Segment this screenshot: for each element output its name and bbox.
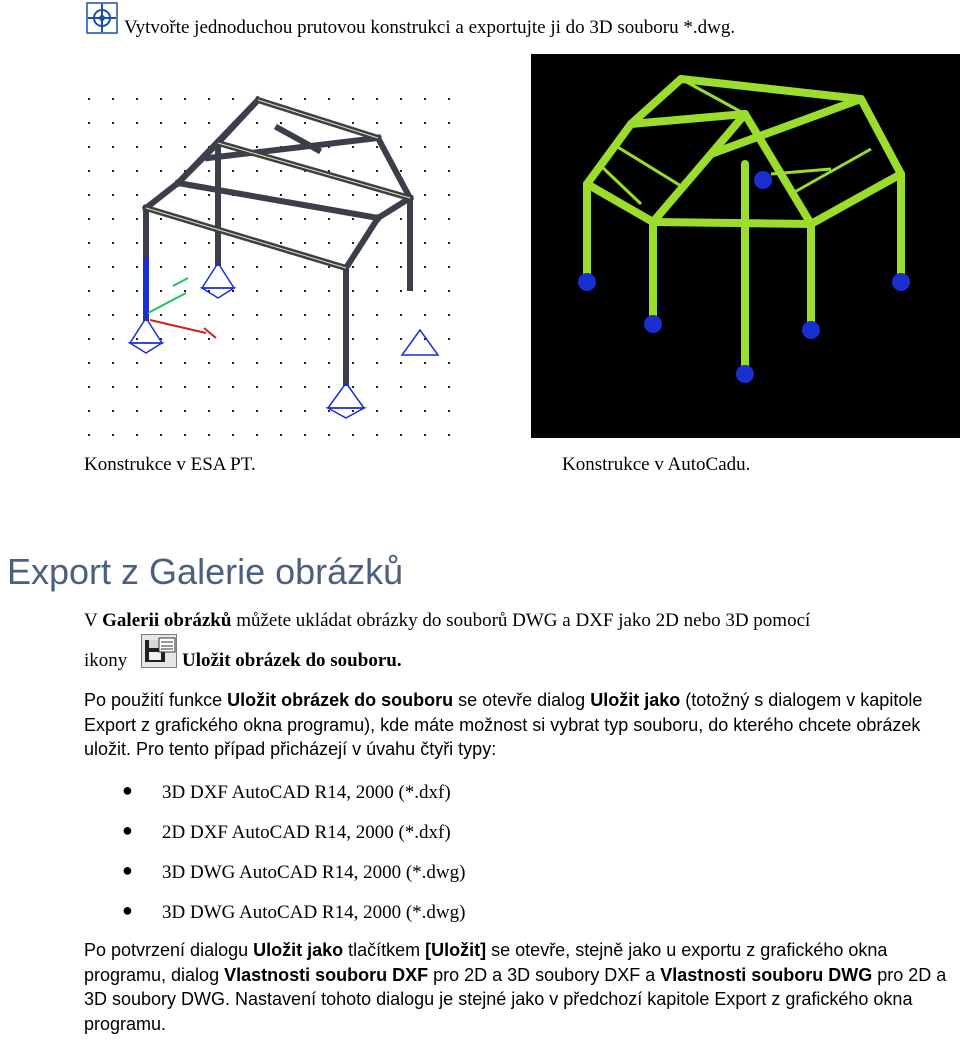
bullet-icon: ● xyxy=(122,860,133,880)
bold-term: Galerii obrázků xyxy=(102,610,232,631)
floppy-save-icon xyxy=(141,634,177,668)
text: pro 2D a 3D soubory DXF a xyxy=(428,964,661,985)
text: se otevře, stejně jako u exportu z grafického okna programu, dialog xyxy=(84,940,888,985)
bold-term: [Uložit] xyxy=(425,940,487,960)
text: můžete ukládat obrázky do souborů DWG a DXF jako 2D nebo 3D pomocí xyxy=(231,610,811,631)
list-item: 3D DWG AutoCAD R14, 2000 (*.dwg) xyxy=(162,862,466,883)
bullet-icon: ● xyxy=(122,780,133,800)
list-item: 2D DXF AutoCAD R14, 2000 (*.dxf) xyxy=(162,822,451,843)
bold-term: Vlastnosti souboru DXF xyxy=(224,964,429,985)
autocad-structure-figure xyxy=(531,54,960,438)
bullet-icon: ● xyxy=(122,820,133,840)
text: V xyxy=(84,610,103,631)
save-image-label xyxy=(182,650,402,672)
bold-term: Vlastnosti souboru DWG xyxy=(660,964,873,985)
text: (totožný s dialogem v kapitole Export z grafického okna programu), kde máte možnost si vybrat typ souboru, do kterého chcete obrázek uložit. Pro tento případ přicházejí v úvahu čtyři typy: xyxy=(84,690,923,759)
para-properties-dialog xyxy=(84,938,960,1036)
bold-term: Uložit obrázek do souboru xyxy=(227,690,454,710)
para-gallery-intro xyxy=(84,610,810,632)
bold-term: Uložit jako xyxy=(590,690,681,710)
para-icon-label: ikony xyxy=(84,650,128,671)
para-save-dialog xyxy=(84,688,960,762)
right-figure-caption: Konstrukce v AutoCadu. xyxy=(562,454,751,475)
crosshair-move-icon xyxy=(86,2,118,34)
text: Po použití funkce xyxy=(84,690,228,710)
text: se otevře dialog xyxy=(453,690,591,710)
bold-term: Uložit obrázek do souboru. xyxy=(182,650,402,671)
list-item: 3D DWG AutoCAD R14, 2000 (*.dwg) xyxy=(162,902,466,923)
text: Po potvrzení dialogu xyxy=(84,940,254,960)
esa-structure-figure xyxy=(78,88,450,444)
task-text: Vytvořte jednoduchou prutovou konstrukci a exportujte ji do 3D souboru *.dwg. xyxy=(124,17,736,38)
section-heading: Export z Galerie obrázků xyxy=(7,551,404,592)
bullet-icon: ● xyxy=(122,900,133,920)
bold-term: Uložit jako xyxy=(253,940,344,960)
list-item: 3D DXF AutoCAD R14, 2000 (*.dxf) xyxy=(162,782,451,803)
left-figure-caption: Konstrukce v ESA PT. xyxy=(84,454,256,475)
text: pro 2D a 3D soubory DWG. Nastavení tohoto dialogu je stejné jako v předchozí kapitole Export z grafického okna programu. xyxy=(84,964,947,1034)
text: tlačítkem xyxy=(343,940,426,960)
